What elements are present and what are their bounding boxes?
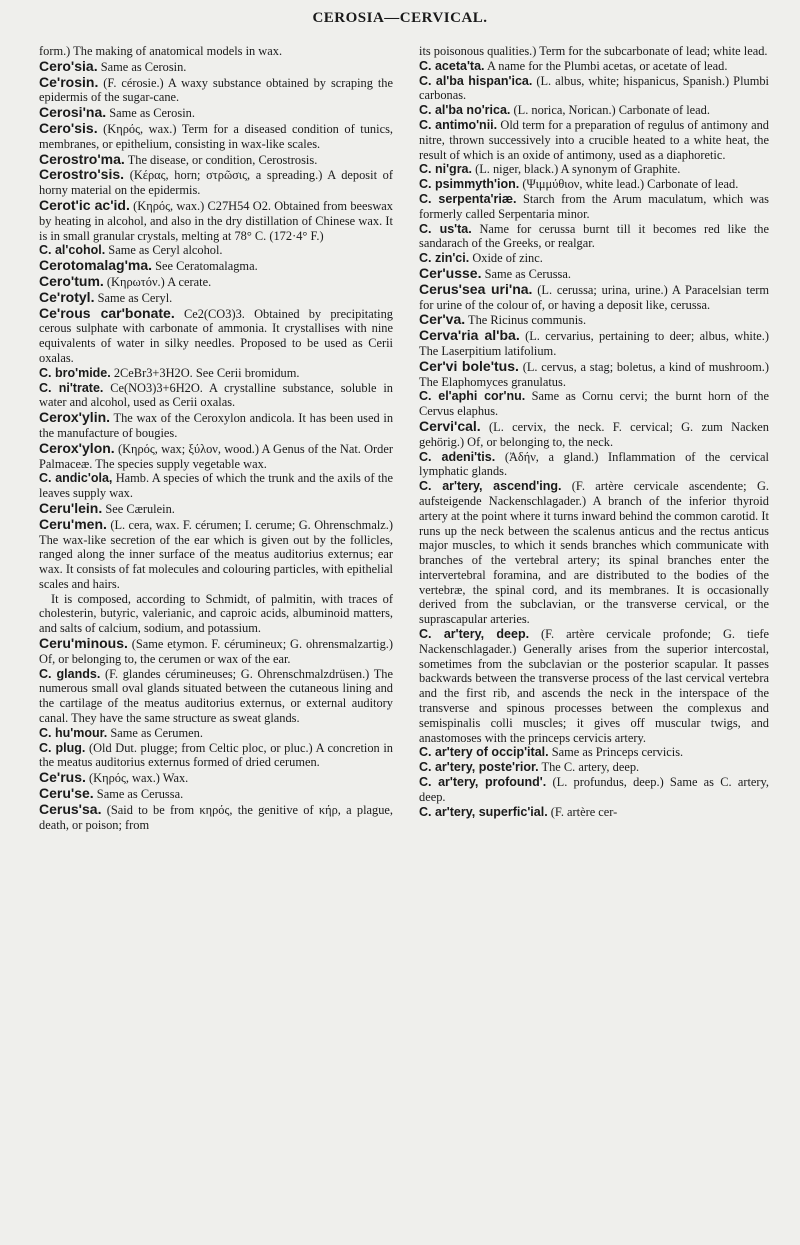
entry-definition: Ce(NO3)3+6H2O. A crystalline substance, soluble in water and alcohol, used as Cerii oxalas. bbox=[39, 380, 393, 410]
entry-definition: (Same etymon. F. cérumineux; G. ohrensmalzartig.) Of, or belonging to, the cerumen or wax of the ear. bbox=[39, 637, 393, 666]
entry-headword: Ce'rous car'bonate. bbox=[39, 304, 175, 321]
entry-headword: Ce'rosin. bbox=[39, 73, 99, 90]
entry-definition: Oxide of zinc. bbox=[472, 251, 543, 266]
entry-definition: (L. albus, white; hispanicus, Spanish.) Plumbi carbonas. bbox=[419, 73, 769, 103]
dictionary-entry bbox=[39, 741, 393, 771]
dictionary-entry bbox=[419, 266, 769, 282]
entry-headword: Cerot'ic ac'id. bbox=[39, 196, 130, 213]
dictionary-entry bbox=[419, 282, 769, 313]
entry-headword: C. al'cohol. bbox=[39, 243, 106, 258]
entry-headword: C. psimmyth'ion. bbox=[419, 177, 520, 192]
entry-definition: See Cærulein. bbox=[105, 501, 175, 516]
dictionary-entry bbox=[419, 251, 769, 266]
entry-headword: C. andic'ola, bbox=[39, 471, 113, 486]
entry-headword: C. ni'gra. bbox=[419, 162, 472, 177]
entry-headword: Ceru'se. bbox=[39, 785, 94, 802]
dictionary-entry bbox=[39, 636, 393, 667]
entry-headword: Ceru'men. bbox=[39, 515, 107, 532]
entry-definition: Old term for a preparation of regulus of antimony and nitre, thrown successively into a crucible heated to a white heat, the result of which is an oxide of antimony, used as a diaphoretic. bbox=[419, 117, 769, 162]
dictionary-entry bbox=[419, 450, 769, 480]
entry-definition: See Ceratomalagma. bbox=[155, 259, 258, 274]
entry-headword: Ce'rus. bbox=[39, 769, 86, 786]
dictionary-entry bbox=[419, 775, 769, 805]
entry-headword: Cerus'sea uri'na. bbox=[419, 280, 533, 297]
entry-headword: Cer'va. bbox=[419, 311, 466, 328]
dictionary-entry bbox=[39, 167, 393, 198]
entry-headword: Ce'rotyl. bbox=[39, 288, 95, 305]
dictionary-entry bbox=[419, 74, 769, 104]
entry-headword: Ceru'minous. bbox=[39, 635, 128, 652]
page-header: CEROSIA—CERVICAL. bbox=[312, 10, 488, 26]
dictionary-entry bbox=[39, 198, 393, 243]
entry-definition: (Κέρας, horn; στρῶσις, a spreading.) A deposit of horny material on the epidermis. bbox=[39, 168, 393, 198]
entry-headword: C. ar'tery, poste'rior. bbox=[419, 760, 539, 775]
dictionary-entry bbox=[39, 121, 393, 152]
entry-headword: C. antimo'nii. bbox=[419, 117, 498, 132]
entry-definition: (L. cera, wax. F. cérumen; I. cerume; G. Ohrenschmalz.) The wax-like secretion of the ear which is given out by the follicles, ranged along the inner surface of the meatus auditorius externus; ear wax. It consists of fat molecules and colouring particles, with epithelial scales and hairs. bbox=[39, 517, 393, 591]
entry-headword: Cerosi'na. bbox=[39, 104, 107, 121]
dictionary-entry bbox=[39, 366, 393, 381]
dictionary-entry bbox=[39, 667, 393, 726]
left-column bbox=[39, 44, 393, 832]
entry-definition: Name for cerussa burnt till it becomes red like the sandarach of the Greeks, or realgar. bbox=[419, 221, 769, 251]
entry-definition: (L. norica, Norican.) Carbonate of lead. bbox=[513, 103, 710, 118]
entry-headword: C. hu'mour. bbox=[39, 725, 108, 740]
entry-headword: C. glands. bbox=[39, 666, 101, 681]
dictionary-entry bbox=[419, 177, 769, 192]
entry-definition: Same as Cerumen. bbox=[110, 725, 203, 740]
dictionary-entry bbox=[419, 479, 769, 627]
entry-headword: Cerva'ria al'ba. bbox=[419, 327, 520, 344]
entry-headword: Cero'tum. bbox=[39, 272, 104, 289]
entry-headword: C. al'ba no'rica. bbox=[419, 103, 511, 118]
entry-definition: (Κηρός, wax.) Term for a diseased condition of tunics, membranes, or epithelium, consisting in wax-like scales. bbox=[39, 121, 393, 151]
entry-definition: Same as Princeps cervicis. bbox=[551, 745, 684, 760]
dictionary-entry bbox=[39, 726, 393, 741]
entry-definition: (Κηρός, wax.) Wax. bbox=[89, 771, 189, 786]
entry-headword: Cerostro'ma. bbox=[39, 150, 125, 167]
dictionary-entry bbox=[39, 258, 393, 274]
dictionary-entry bbox=[419, 760, 769, 775]
entry-headword: C. bro'mide. bbox=[39, 365, 111, 380]
dictionary-entry bbox=[419, 192, 769, 222]
dictionary-entry bbox=[39, 243, 393, 258]
entry-definition: (Ψιμμύθιον, white lead.) Carbonate of lead. bbox=[522, 177, 739, 192]
entry-definition: (Said to be from κηρός, the genitive of κήρ, a plague, death, or poison; from bbox=[39, 802, 393, 832]
entry-definition: The wax of the Ceroxylon andicola. It has been used in the manufacture of bougies. bbox=[39, 411, 394, 440]
entry-definition: (Κηρός, wax.) C27H54 O2. Obtained from beeswax by heating in alcohol, and also in the dry distillation of Chinese wax. It is in small granular crystals, melting at 78° C. (172·4° F.) bbox=[39, 198, 393, 243]
entry-headword: C. ar'tery of occip'ital. bbox=[419, 745, 549, 760]
entry-definition: (L. cervus, a stag; boletus, a kind of mushroom.) The Elaphomyces granulatus. bbox=[419, 359, 769, 389]
entry-definition: The Ricinus communis. bbox=[468, 313, 587, 328]
dictionary-entry bbox=[39, 441, 393, 472]
dictionary-entry bbox=[39, 786, 393, 802]
entry-headword: C. el'aphi cor'nu. bbox=[419, 389, 526, 404]
dictionary-entry bbox=[39, 44, 393, 59]
dictionary-entry bbox=[419, 312, 769, 328]
dictionary-entry bbox=[39, 381, 393, 411]
entry-definition: Same as Ceryl alcohol. bbox=[108, 243, 223, 258]
dictionary-entry bbox=[39, 501, 393, 517]
entry-headword: C. aceta'ta. bbox=[419, 58, 485, 73]
entry-definition: Ce2(CO3)3. Obtained by precipitating cerous sulphate with carbonate of ammonia. It crystallises with nine equivalents of water in silky needles. Proposed to be used as Cerii oxalas. bbox=[39, 306, 393, 365]
entry-headword: Cero'sia. bbox=[39, 57, 98, 74]
entry-definition: (F. glandes cérumineuses; G. Ohrenschmalzdrüsen.) The numerous small oval glands situated between the cutaneous lining and the cartilage of the meatus auditorius externus, or external auditory canal. They have the same structure as sweat glands. bbox=[39, 666, 393, 726]
dictionary-entry bbox=[419, 44, 769, 59]
entry-definition: 2CeBr3+3H2O. See Cerii bromidum. bbox=[113, 365, 300, 380]
entry-headword: Cer'usse. bbox=[419, 264, 482, 281]
dictionary-entry bbox=[39, 770, 393, 786]
entry-definition: (L. cervix, the neck. F. cervical; G. zum Nacken gehörig.) Of, or belonging to, the neck. bbox=[419, 419, 769, 449]
dictionary-entry bbox=[419, 419, 769, 450]
entry-definition: Hamb. A species of which the trunk and the axils of the leaves supply wax. bbox=[39, 471, 393, 501]
entry-definition: Same as Cerussa. bbox=[96, 787, 184, 802]
dictionary-entry bbox=[419, 745, 769, 760]
entry-definition: (F. artère cer- bbox=[550, 804, 618, 819]
entry-headword: C. ar'tery, ascend'ing. bbox=[419, 479, 562, 494]
entry-definition: Same as Ceryl. bbox=[97, 290, 173, 305]
entry-definition: (Old Dut. plugge; from Celtic ploc, or pluc.) A concretion in the meatus auditorius externus formed of dried cerumen. bbox=[39, 740, 393, 770]
entry-headword: C. us'ta. bbox=[419, 221, 472, 236]
dictionary-entry bbox=[419, 59, 769, 74]
entry-definition: form.) The making of anatomical models in wax. bbox=[39, 44, 283, 58]
entry-definition: A name for the Plumbi acetas, or acetate of lead. bbox=[486, 58, 728, 73]
entry-definition: (F. artère cervicale profonde; G. tiefe Nackenschlagader.) Generally arises from the superior intercostal, sometimes from the subclavian or the posterior scapular. It passes backwards between the transverse process of the last cervical vertebra and the first rib, and ascends the neck in the interspace of the transverse and spinous processes between the complexus and semispinalis colli muscles; it gives off muscular twigs, and anastomoses with the princeps cervicis artery. bbox=[419, 627, 769, 745]
entry-definition: Same as Cornu cervi; the burnt horn of the Cervus elaphus. bbox=[419, 389, 769, 419]
dictionary-entry bbox=[39, 802, 393, 833]
dictionary-entry bbox=[39, 290, 393, 306]
entry-definition: Same as Cerosin. bbox=[100, 59, 187, 74]
entry-definition: Same as Cerussa. bbox=[484, 266, 571, 281]
entry-definition: (L. cervarius, pertaining to deer; albus, white.) The Laserpitium latifolium. bbox=[419, 329, 769, 358]
entry-definition: its poisonous qualities.) Term for the subcarbonate of lead; white lead. bbox=[419, 44, 768, 58]
entry-definition: Same as Cerosin. bbox=[109, 106, 195, 121]
entry-definition: (Κηρός, wax; ξύλον, wood.) A Genus of the Nat. Order Palmaceæ. The species supply vegetable wax. bbox=[39, 441, 393, 471]
dictionary-entry bbox=[419, 118, 769, 162]
entry-definition: (F. cérosie.) A waxy substance obtained by scraping the epidermis of the sugar-cane. bbox=[39, 75, 393, 105]
entry-definition: (L. cerussa; urina, urine.) A Paracelsian term for urine of the colour of, or having a deposit like, cerussa. bbox=[419, 282, 769, 312]
dictionary-entry bbox=[39, 471, 393, 501]
entry-headword: C. ar'tery, deep. bbox=[419, 627, 530, 642]
dictionary-entry bbox=[39, 105, 393, 121]
entry-definition: (F. artère cervicale ascendente; G. aufsteigende Nackenschlagader.) A branch of the inferior thyroid artery at the point where it turns inward behind the common carotid. It runs up the neck between the scalenus anticus and the rectus anticus major muscles, to which it sends branches which communicate with branches of the vertebral artery; its spinal branches enter the intervertebral foramina, and are distributed to the bodies of the vertebræ, the spinal cord, and its membranes. It is occasionally derived from the subclavian, or the transverse cervical, or the suprascapular arteries. bbox=[419, 479, 769, 627]
entry-headword: Cervi'cal. bbox=[419, 417, 481, 434]
dictionary-entry bbox=[39, 59, 393, 75]
dictionary-entry bbox=[39, 410, 393, 441]
entry-headword: C. ar'tery, superfic'ial. bbox=[419, 804, 548, 819]
entry-headword: C. adeni'tis. bbox=[419, 449, 496, 464]
entry-definition: The C. artery, deep. bbox=[541, 760, 640, 775]
dictionary-entry bbox=[419, 103, 769, 118]
entry-headword: Ceru'lein. bbox=[39, 499, 103, 516]
entry-headword: Cerus'sa. bbox=[39, 800, 102, 817]
dictionary-entry bbox=[419, 627, 769, 745]
entry-headword: Cerox'ylin. bbox=[39, 409, 111, 426]
entry-headword: C. ar'tery, profound'. bbox=[419, 775, 547, 790]
entry-headword: Cerox'ylon. bbox=[39, 439, 115, 456]
entry-headword: Cerostro'sis. bbox=[39, 166, 125, 183]
entry-definition: (L. profundus, deep.) Same as C. artery, deep. bbox=[419, 775, 770, 804]
dictionary-entry bbox=[39, 517, 393, 592]
entry-definition: (L. niger, black.) A synonym of Graphite. bbox=[475, 162, 681, 177]
dictionary-entry bbox=[39, 75, 393, 106]
dictionary-entry bbox=[39, 592, 393, 636]
entry-headword: Cerotomalag'ma. bbox=[39, 257, 153, 274]
entry-definition: The disease, or condition, Cerostrosis. bbox=[127, 152, 318, 167]
entry-definition: (Κηρωτόν.) A cerate. bbox=[106, 274, 212, 289]
entry-headword: C. plug. bbox=[39, 740, 86, 755]
dictionary-entry bbox=[39, 274, 393, 290]
entry-headword: C. serpenta'riæ. bbox=[419, 191, 517, 206]
entry-headword: Cero'sis. bbox=[39, 119, 98, 136]
entry-headword: Cer'vi bole'tus. bbox=[419, 357, 519, 374]
entry-headword: C. ni'trate. bbox=[39, 380, 104, 395]
entry-headword: C. al'ba hispan'ica. bbox=[419, 73, 533, 88]
dictionary-entry bbox=[39, 152, 393, 168]
dictionary-entry bbox=[419, 805, 769, 820]
entry-definition: (Ἀδήν, a gland.) Inflammation of the cervical lymphatic glands. bbox=[419, 449, 769, 479]
dictionary-entry bbox=[419, 222, 769, 252]
dictionary-entry bbox=[419, 359, 769, 390]
entry-definition: Starch from the Arum maculatum, which was formerly called Serpentaria minor. bbox=[419, 191, 769, 221]
dictionary-entry bbox=[419, 328, 769, 359]
entry-definition: It is composed, according to Schmidt, of palmitin, with traces of cholesterin, butyric, valerianic, and caproic acids, albuminoid matters, and salts of calcium, sodium, and potassium. bbox=[39, 591, 393, 636]
dictionary-entry bbox=[419, 389, 769, 419]
right-column bbox=[419, 44, 769, 819]
entry-headword: C. zin'ci. bbox=[419, 251, 470, 266]
dictionary-entry bbox=[419, 162, 769, 177]
dictionary-entry bbox=[39, 306, 393, 366]
